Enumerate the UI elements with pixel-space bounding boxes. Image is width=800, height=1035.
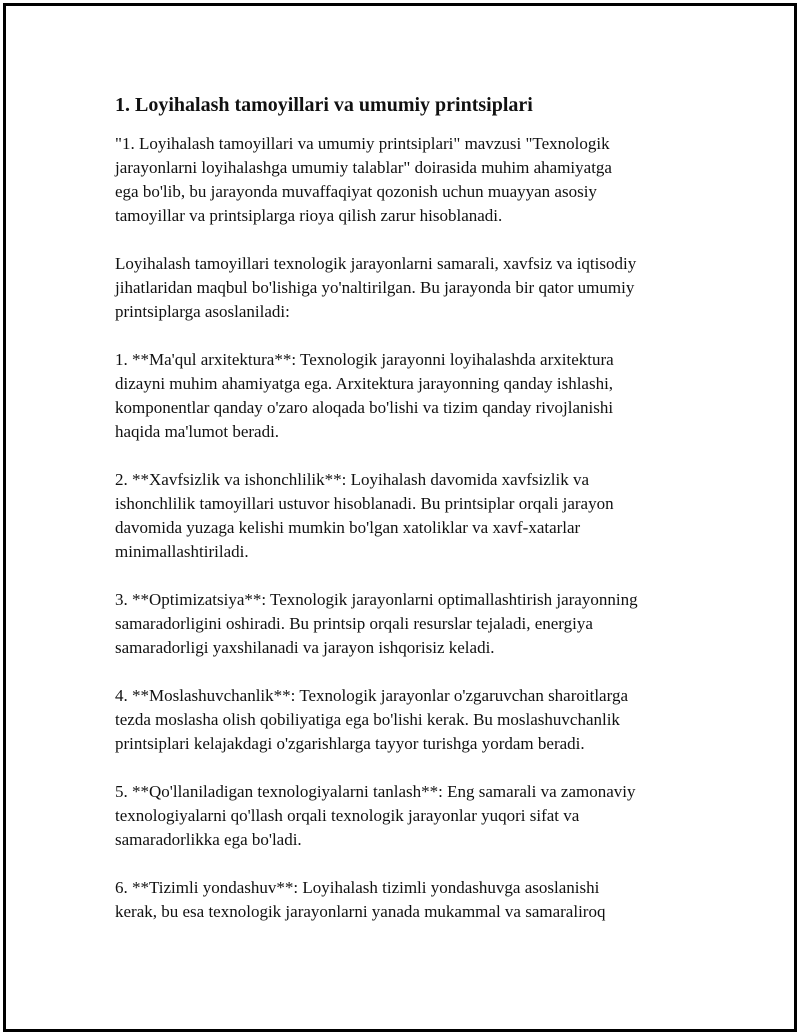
section-heading: 1. Loyihalash tamoyillari va umumiy printsiplari — [115, 94, 533, 116]
principle-item-optimization: 3. **Optimizatsiya**: Texnologik jarayonlarni optimallashtirish jarayonning samaradorligini oshiradi. Bu printsip orqali resurslar tejaladi, energiya samaradorligi yaxshilanadi va jarayon ishqorisiz keladi. — [115, 590, 638, 657]
principle-item-technology-selection: 5. **Qo'llaniladigan texnologiyalarni tanlash**: Eng samarali va zamonaviy texnologiyalarni qo'llash orqali texnologik jarayonlar yuqori sifat va samaradorlikka ega bo'ladi. — [115, 782, 636, 849]
principle-item-safety: 2. **Xavfsizlik va ishonchlilik**: Loyihalash davomida xavfsizlik va ishonchlilik tamoyillari ustuvor hisoblanadi. Bu printsiplar orqali jarayon davomida yuzaga kelishi mumkin bo'lgan xatoliklar va xavf-xatarlar minimallashtiriladi. — [115, 470, 614, 561]
principle-item-architecture: 1. **Ma'qul arxitektura**: Texnologik jarayonni loyihalashda arxitektura dizayni muhim ahamiyatga ega. Arxitektura jarayonning qanday ishlashi, komponentlar qanday o'zaro aloqada bo'lishi va tizim qanday rivojlanishi haqida ma'lumot beradi. — [115, 350, 614, 441]
principle-item-flexibility: 4. **Moslashuvchanlik**: Texnologik jarayonlar o'zgaruvchan sharoitlarga tezda moslasha olish qobiliyatiga ega bo'lishi kerak. Bu moslashuvchanlik printsiplari kelajakdagi o'zgarishlarga tayyor turishga yordam beradi. — [115, 686, 629, 753]
document-body — [115, 92, 695, 948]
principles-intro-paragraph: Loyihalash tamoyillari texnologik jarayonlarni samarali, xavfsiz va iqtisodiy jihatlaridan maqbul bo'lishiga yo'naltirilgan. Bu jarayonda bir qator umumiy printsiplarga asoslaniladi: — [115, 254, 637, 321]
intro-paragraph: "1. Loyihalash tamoyillari va umumiy printsiplari" mavzusi "Texnologik jarayonlarni loyihalashga umumiy talablar" doirasida muhim ahamiyatga ega bo'lib, bu jarayonda muvaffaqiyat qozonish uchun muayyan asosiy tamoyillar va printsiplarga rioya qilish zarur hisoblanadi. — [115, 134, 612, 225]
principle-item-systemic-approach: 6. **Tizimli yondashuv**: Loyihalash tizimli yondashuvga asoslanishi kerak, bu esa texnologik jarayonlarni yanada mukammal va samaraliroq — [115, 878, 606, 921]
